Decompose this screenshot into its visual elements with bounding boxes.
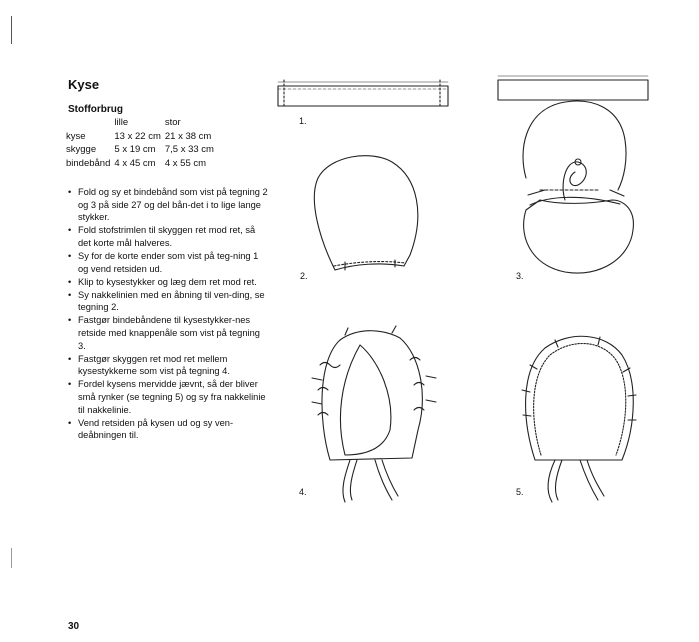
instruction-step: • Fastgør skyggen ret mod ret mellem kysestykkerne som vist på tegning 4. [68,353,268,378]
table-cell: skygge [66,144,97,155]
figure-label: 5. [516,487,524,497]
table-cell: bindebånd [66,157,111,169]
instruction-step: • Sy nakkelinien med en åbning til ven-ding, se tegning 2. [68,289,268,314]
table-cell: 13 x 22 cm [114,130,161,142]
materials-title: Stofforbrug [68,104,123,115]
figure-label: 4. [299,487,307,497]
instruction-step: • Fordel kysens mervidde jævnt, så der bliver små rynker (se tegning 5) og sy fra nakkelinie til nakkelinie. [68,378,268,416]
instruction-step: • Klip to kysestykker og læg dem ret mod ret. [68,276,268,289]
table-header: lille [114,117,129,128]
instruction-step: • Sy for de korte ender som vist på teg-ning 1 og vend retsiden ud. [68,250,268,275]
instruction-step: • Fastgør bindebåndene til kysestykker-nes retside med knappenåle som vist på tegning 3. [68,314,268,352]
table-header: stor [164,117,181,128]
figure-4-brim-pinned [312,326,436,502]
instruction-step: • Fold og sy et bindebånd som vist på tegning 2 og 3 på side 27 og del bån-det i to lige lange stykker. [68,186,268,224]
table-cell: 21 x 38 cm [164,130,212,142]
figure-label: 1. [299,116,307,126]
figure-label: 3. [516,271,524,281]
figure-5-gathered-bonnet [522,336,636,502]
page-number: 30 [68,621,80,632]
table-cell: 4 x 45 cm [114,157,156,169]
figure-1-brim-strip [278,80,448,108]
instruction-step: • Fold stofstrimlen til skyggen ret mod ret, så det korte mål halveres. [68,224,268,249]
table-cell: 4 x 55 cm [164,157,207,169]
page-title: Kyse [68,77,100,92]
instruction-step: • Vend retsiden på kysen ud og sy ven-deåbningen til. [68,417,268,442]
figure-2-bonnet-piece [314,156,417,270]
figure-3-ties-pinned [498,76,648,273]
table-cell: 5 x 19 cm [114,144,156,155]
table-cell: kyse [66,130,86,142]
table-cell: 7,5 x 33 cm [164,144,214,155]
figure-label: 2. [300,271,308,281]
